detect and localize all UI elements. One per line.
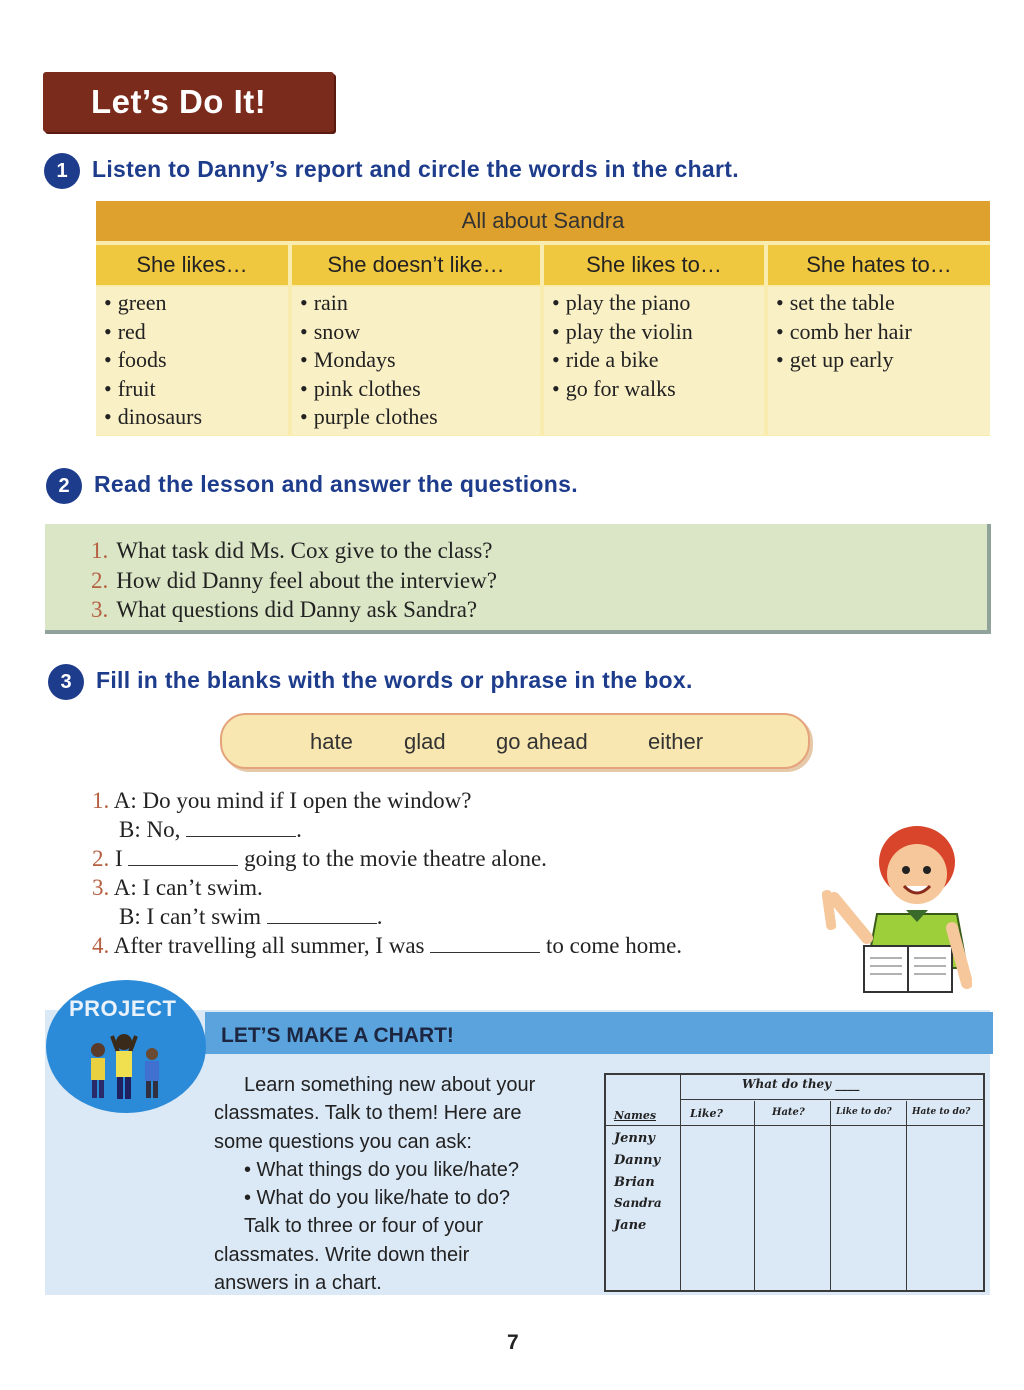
text-line: Learn something new about your <box>244 1074 536 1096</box>
chart-name: Sandra <box>614 1196 662 1210</box>
step-2-badge: 2 <box>46 468 82 504</box>
list-item: • ride a bike <box>552 346 764 375</box>
list-item: • go for walks <box>552 375 764 404</box>
word-box <box>220 713 810 769</box>
step-2-instruction: Read the lesson and answer the questions. <box>94 471 578 497</box>
col-hates-to <box>768 287 990 435</box>
word-option: glad <box>404 729 446 754</box>
question-item: 1. What task did Ms. Cox give to the class? <box>91 538 493 563</box>
list-item: • foods <box>104 346 288 375</box>
step-3-badge: 3 <box>48 664 84 700</box>
list-item: • dinosaurs <box>104 403 288 432</box>
col-head-likes: She likes… <box>96 245 288 285</box>
text-line: Talk to three or four of your <box>244 1215 484 1238</box>
col-head-hates-to: She hates to… <box>768 245 990 285</box>
list-item: • play the piano <box>552 289 764 318</box>
text-line: some questions you can ask: <box>214 1130 472 1153</box>
blank-line[interactable] <box>128 847 238 866</box>
text-line: classmates. Talk to them! Here are <box>214 1102 522 1125</box>
text-line: • What things do you like/hate? <box>244 1158 519 1181</box>
word-option: either <box>648 729 704 754</box>
blank-line[interactable] <box>267 905 377 924</box>
list-item: • get up early <box>776 346 990 375</box>
list-item: • set the table <box>776 289 990 318</box>
chart-header: Like? <box>690 1107 723 1120</box>
exercise-3b: B: I can’t swim . <box>119 904 383 929</box>
col-doesnt-like <box>292 287 540 435</box>
project-instructions <box>214 1071 535 1297</box>
blank-line[interactable] <box>186 818 296 837</box>
questions-box <box>45 524 991 634</box>
chart-header: Hate to do? <box>912 1107 971 1117</box>
chart-name: Danny <box>614 1153 661 1168</box>
word-option: go ahead <box>496 729 588 754</box>
chart-top-label: What do they ____ <box>742 1077 860 1091</box>
text-line: answers in a chart. <box>214 1272 382 1295</box>
step-3-instruction: Fill in the blanks with the words or phrase in the box. <box>96 667 693 693</box>
exercise-2: 2. I going to the movie theatre alone. <box>92 846 547 871</box>
list-item: • snow <box>300 318 540 347</box>
list-item: • play the violin <box>552 318 764 347</box>
text-line: • What do you like/hate to do? <box>244 1187 511 1210</box>
exercise-1a: 1. A: Do you mind if I open the window? <box>92 788 472 813</box>
chart-header: Like to do? <box>836 1107 892 1117</box>
exercise-1b: B: No, . <box>119 817 302 842</box>
page-number: 7 <box>507 1331 519 1354</box>
chart-header: Hate? <box>772 1107 805 1118</box>
chart-title: All about Sandra <box>96 201 990 241</box>
chart-name: Jane <box>614 1218 647 1233</box>
boy-reading-illustration <box>822 818 972 1000</box>
project-title: LET’S MAKE A CHART! <box>221 1024 454 1047</box>
exercise-4: 4. After travelling all summer, I was to come home. <box>92 933 683 958</box>
step-1-instruction: Listen to Danny’s report and circle the words in the chart. <box>92 156 739 182</box>
survey-chart <box>604 1073 985 1292</box>
step-1-badge: 1 <box>44 153 80 189</box>
list-item: • red <box>104 318 288 347</box>
sandra-chart <box>96 201 990 436</box>
col-likes <box>96 287 288 435</box>
chart-header: Names <box>614 1109 657 1122</box>
list-item: • comb her hair <box>776 318 990 347</box>
lesson-header: Let’s Do It! <box>43 72 334 132</box>
question-item: 3. What questions did Danny ask Sandra? <box>91 597 478 622</box>
project-label: PROJECT <box>69 996 177 1021</box>
chart-name: Brian <box>614 1175 655 1190</box>
list-item: • rain <box>300 289 540 318</box>
col-head-doesnt-like: She doesn’t like… <box>292 245 540 285</box>
word-option: hate <box>310 729 353 754</box>
list-item: • green <box>104 289 288 318</box>
col-head-likes-to: She likes to… <box>544 245 764 285</box>
list-item: • Mondays <box>300 346 540 375</box>
list-item: • pink clothes <box>300 375 540 404</box>
list-item: • fruit <box>104 375 288 404</box>
kids-icon <box>82 1028 168 1108</box>
text-line: classmates. Write down their <box>214 1243 470 1266</box>
chart-name: Jenny <box>614 1131 655 1146</box>
list-item: • purple clothes <box>300 403 540 432</box>
col-likes-to <box>544 287 764 435</box>
blank-line[interactable] <box>430 934 540 953</box>
question-item: 2. How did Danny feel about the interview? <box>91 567 497 593</box>
exercise-3a: 3. A: I can’t swim. <box>92 875 263 900</box>
